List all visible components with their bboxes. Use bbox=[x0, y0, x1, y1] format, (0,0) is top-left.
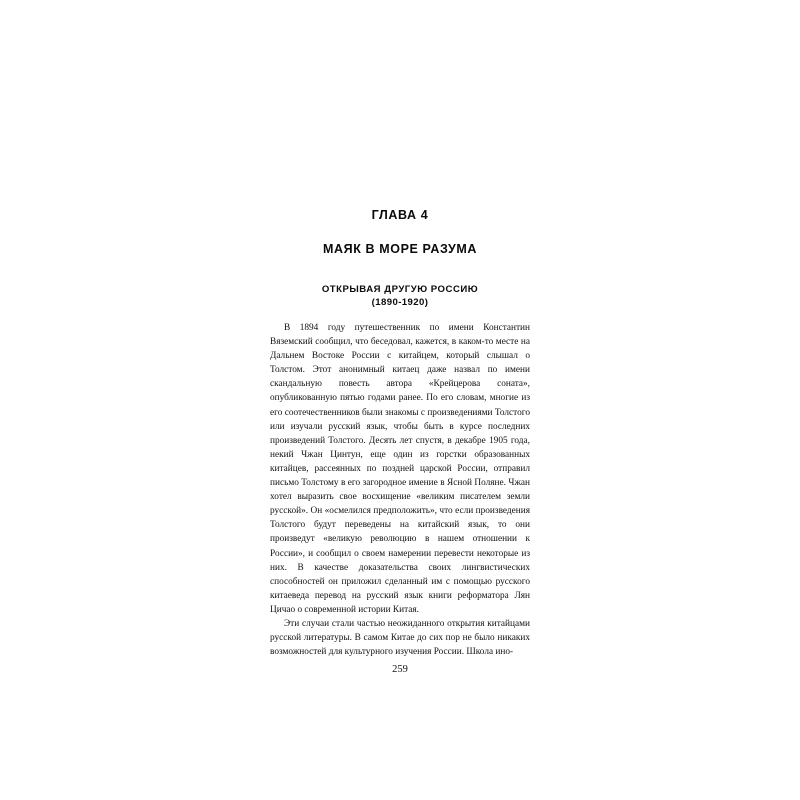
chapter-title: МАЯК В МОРЕ РАЗУМА bbox=[323, 242, 477, 256]
section-dates: (1890-1920) bbox=[371, 297, 429, 308]
book-page bbox=[236, 0, 564, 800]
chapter-number: ГЛАВА 4 bbox=[371, 208, 429, 222]
paragraph-text: В 1894 году путешественник по имени Константин Вяземский сообщил, что беседовал, кажется, в каком-то месте на Дальнем Востоке России с китайцем, который слышал о Толстом. Этот анонимный китаец даже назвал по имени скандальную повесть автора «Крейцерова соната», опубликованную пятью годами ранее. По его словам, многие из его соотечественников были знакомы с произведениями Толстого или изучали русский язык, чтобы быть в курсе последних произведений Толстого. Десять лет спустя, в декабре 1905 года, некий Чжан Цинтун, еще один из горстки образованных китайцев, рассеянных по поздней царской России, отправил письмо Толстому в его загородное имение в Ясной Поляне. Чжан хотел выразить свое восхищение «великим писателем земли русской». Он «осмелился предположить», что если произведения Толстого будут переведены на китайский язык, то они произведут «великую революцию в нашем отношении к России», и сообщил о своем намерении перевести некоторые из них. В качестве доказательства своих лингвистических способностей он приложил сделанный им с помощью русского китаеведа перевод на русский язык книги реформатора Лян Цичао о современной истории Китая. bbox=[270, 323, 530, 615]
paragraph bbox=[270, 321, 530, 617]
page-content bbox=[270, 208, 530, 659]
section-title: ОТКРЫВАЯ ДРУГУЮ РОССИЮ bbox=[321, 284, 479, 295]
paragraph bbox=[270, 617, 530, 659]
paragraph-text: Эти случаи стали частью неожиданного открытия китайцами русской литературы. В самом Китае до сих пор не было никаких возможностей для культурного изучения России. Школа ино- bbox=[270, 618, 530, 658]
page-number: 259 bbox=[392, 664, 408, 675]
